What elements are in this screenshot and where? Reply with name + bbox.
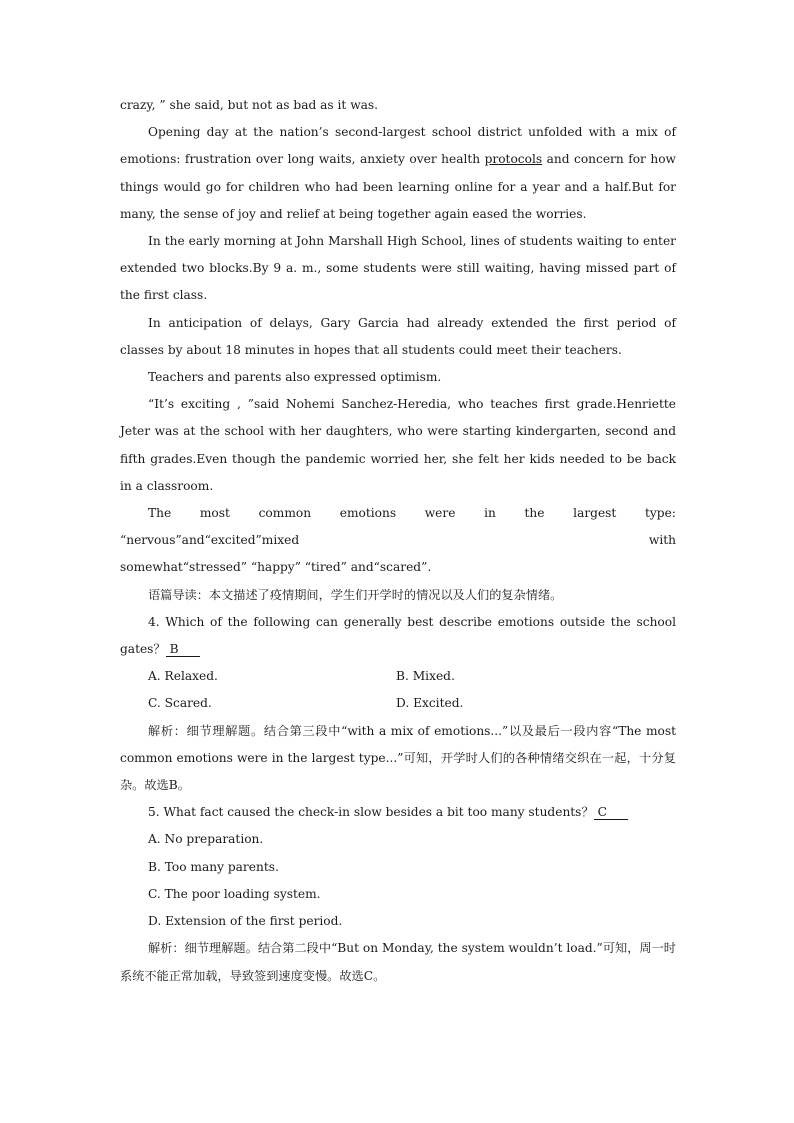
word: were [424, 506, 456, 521]
word: The [148, 506, 172, 521]
word: type: [645, 506, 676, 521]
option-b: B. Mixed. [396, 669, 455, 684]
question-5-text: 5. What fact caused the check-in slow besides a bit too many students？ [148, 805, 594, 820]
option-a: A. No preparation. [148, 832, 264, 847]
paragraph-text: Opening day at the nation’s second-largest school district unfolded with a mix of emotions: frustration over long waits, anxiety over health [120, 125, 676, 167]
emotions-line-2-left: “nervous”and“excited”mixed [120, 533, 300, 548]
option-d: D. Extension of the first period. [148, 914, 343, 929]
option-b: B. Too many parents. [148, 859, 279, 874]
paragraph-optimism: Teachers and parents also expressed optimism. [148, 370, 442, 385]
paragraph-text: and concern for how things would go for children who had been learning online for a year and a half.But for many, the sense of joy and relief at being together again eased the worries. [120, 152, 676, 221]
emotions-line-1 [120, 500, 676, 527]
paragraph-quote: “It’s exciting , ”said Nohemi Sanchez-Heredia, who teaches first grade.Henriette Jeter was at the school with her daughters, who were starting kindergarten, second and fifth grades.Even though the pandemic worried her, she felt her kids needed to be back in a classroom. [120, 397, 676, 493]
word: emotions [339, 506, 397, 521]
question-4-options-row-2 [120, 690, 676, 717]
paragraph-john-marshall: In the early morning at John Marshall High School, lines of students waiting to enter extended two blocks.By 9 a. m., some students were still waiting, having missed part of the first class. [120, 234, 676, 303]
word: the [524, 506, 545, 521]
option-c: C. Scared. [148, 696, 212, 711]
paragraph-continuation: crazy, ” she said, but not as bad as it was. [120, 98, 379, 112]
emotions-line-2-right: with [648, 533, 676, 548]
question-4-analysis: 解析：细节理解题。结合第三段中“with a mix of emotions...”以及最后一段内容“The most common emotions were in the largest type...”可知，开学时人们的各种情绪交织在一起，十分复杂。故选B。 [120, 723, 676, 793]
word: most [199, 506, 230, 521]
question-4-stem [120, 609, 676, 663]
document-page [120, 92, 676, 990]
underlined-word: protocols [484, 152, 543, 167]
paragraph-opening-day [120, 119, 676, 228]
option-d: D. Excited. [396, 696, 464, 711]
question-5-analysis: 解析：细节理解题。结合第二段中“But on Monday, the system wouldn’t load.”可知，周一时系统不能正常加载，导致签到速度变慢。故选C。 [120, 941, 676, 983]
emotions-line-3: somewhat“stressed” “happy” “tired” and“scared”. [120, 560, 432, 575]
word: in [484, 506, 496, 521]
question-4-options-row-1 [120, 663, 676, 690]
word: common [258, 506, 312, 521]
question-5-answer: C [594, 805, 628, 820]
paragraph-emotions [120, 500, 676, 582]
question-4-answer: B [166, 642, 200, 657]
option-c: C. The poor loading system. [148, 886, 321, 901]
emotions-line-2 [120, 527, 676, 554]
option-a: A. Relaxed. [148, 669, 218, 684]
word: largest [573, 506, 617, 521]
question-5-stem [120, 799, 676, 826]
paragraph-gary-garcia: In anticipation of delays, Gary Garcia had already extended the first period of classes by about 18 minutes in hopes that all students could meet their teachers. [120, 315, 676, 357]
question-4-text: 4. Which of the following can generally best describe emotions outside the school gates？ [120, 614, 676, 657]
reading-guide: 语篇导读：本文描述了疫情期间，学生们开学时的情况以及人们的复杂情绪。 [148, 587, 563, 602]
